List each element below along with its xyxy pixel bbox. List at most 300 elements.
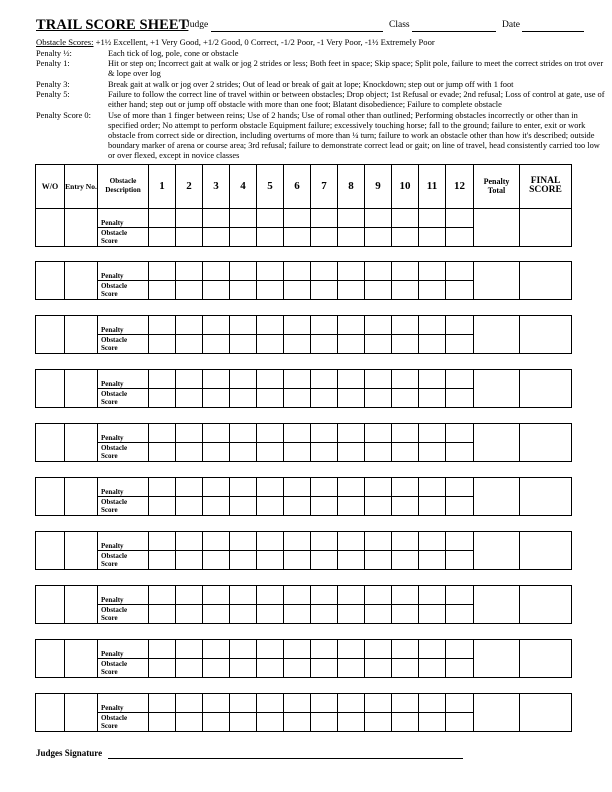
- penalty-cell[interactable]: [310, 369, 338, 389]
- penalty-cell[interactable]: [391, 531, 419, 551]
- date-field[interactable]: [522, 31, 584, 32]
- penalty-cell[interactable]: [391, 639, 419, 659]
- obstacle-score-cell[interactable]: [148, 550, 176, 570]
- penalty-cell[interactable]: [229, 477, 257, 497]
- obstacle-score-cell[interactable]: [229, 496, 257, 516]
- penalty-cell[interactable]: [229, 208, 257, 228]
- penalty-cell[interactable]: [148, 477, 176, 497]
- obstacle-score-cell[interactable]: [229, 550, 257, 570]
- obstacle-score-cell[interactable]: [175, 712, 203, 732]
- penalty-cell[interactable]: [364, 423, 392, 443]
- penalty-cell[interactable]: [283, 315, 311, 335]
- penalty-cell[interactable]: [445, 208, 474, 228]
- penalty-cell[interactable]: [310, 477, 338, 497]
- obstacle-score-cell[interactable]: [175, 658, 203, 678]
- penalty-cell[interactable]: [310, 639, 338, 659]
- wo-cell[interactable]: [35, 369, 65, 408]
- obstacle-score-cell[interactable]: [310, 658, 338, 678]
- obstacle-score-cell[interactable]: [418, 604, 446, 624]
- obstacle-score-cell[interactable]: [283, 334, 311, 354]
- obstacle-score-cell[interactable]: [391, 334, 419, 354]
- entry-group: [35, 585, 572, 624]
- obstacle-score-cell[interactable]: [283, 388, 311, 408]
- obstacle-score-cell[interactable]: [391, 604, 419, 624]
- obstacle-score-cell[interactable]: [310, 388, 338, 408]
- obstacle-score-cell[interactable]: [175, 227, 203, 247]
- penalty-cell[interactable]: [175, 423, 203, 443]
- obstacle-score-cell[interactable]: [148, 712, 176, 732]
- penalty-cell[interactable]: [148, 693, 176, 713]
- obstacle-score-cell[interactable]: [337, 280, 365, 300]
- entry-no-cell[interactable]: [64, 585, 98, 624]
- final-score-cell[interactable]: [519, 261, 572, 300]
- penalty-total-cell[interactable]: [473, 208, 520, 247]
- obstacle-score-cell[interactable]: [418, 388, 446, 408]
- entry-no-cell[interactable]: [64, 261, 98, 300]
- penalty-cell[interactable]: [256, 369, 284, 389]
- obstacle-score-cell[interactable]: [202, 658, 230, 678]
- penalty-cell[interactable]: [418, 261, 446, 281]
- penalty-label: Penalty: [101, 596, 124, 604]
- obstacle-score-cell[interactable]: [229, 442, 257, 462]
- penalty-cell[interactable]: [418, 639, 446, 659]
- penalty-cell[interactable]: [310, 261, 338, 281]
- penalty-cell[interactable]: [202, 315, 230, 335]
- penalty-cell[interactable]: [283, 369, 311, 389]
- penalty-cell[interactable]: [364, 261, 392, 281]
- header-obstacle-8: 8: [348, 179, 354, 192]
- penalty-cell[interactable]: [364, 693, 392, 713]
- obstacle-score-cell[interactable]: [391, 227, 419, 247]
- obstacle-score-cell[interactable]: [391, 496, 419, 516]
- obstacle-score-cell[interactable]: [337, 334, 365, 354]
- obstacle-score-cell[interactable]: [256, 658, 284, 678]
- penalty-text: Hit or step on; Incorrect gait at walk or jog 2 strides or less; Both feet in space; Skip space; Split pole, failure to meet the correct strides on trot over & lope over log: [108, 59, 604, 78]
- penalty-cell[interactable]: [418, 423, 446, 443]
- obstacle-score-cell[interactable]: [175, 388, 203, 408]
- penalty-cell[interactable]: [175, 693, 203, 713]
- obstacle-score-cell[interactable]: [364, 388, 392, 408]
- penalty-cell[interactable]: [202, 261, 230, 281]
- obstacle-score-cell[interactable]: [445, 658, 474, 678]
- penalty-cell[interactable]: [418, 369, 446, 389]
- penalty-cell[interactable]: [229, 261, 257, 281]
- obstacle-score-cell[interactable]: [256, 604, 284, 624]
- wo-cell[interactable]: [35, 315, 65, 354]
- obstacle-score-cell[interactable]: [310, 280, 338, 300]
- penalty-cell[interactable]: [445, 477, 474, 497]
- penalty-cell[interactable]: [445, 315, 474, 335]
- obstacle-score-cell[interactable]: [283, 550, 311, 570]
- penalty-cell[interactable]: [283, 477, 311, 497]
- penalty-total-cell[interactable]: [473, 315, 520, 354]
- final-score-cell[interactable]: [519, 531, 572, 570]
- wo-cell[interactable]: [35, 261, 65, 300]
- penalty-cell[interactable]: [202, 369, 230, 389]
- penalty-cell[interactable]: [229, 423, 257, 443]
- obstacle-score-cell[interactable]: [391, 550, 419, 570]
- penalty-cell[interactable]: [391, 477, 419, 497]
- penalty-cell[interactable]: [256, 315, 284, 335]
- obstacle-score-cell[interactable]: [202, 280, 230, 300]
- penalty-cell[interactable]: [229, 369, 257, 389]
- penalty-cell[interactable]: [364, 369, 392, 389]
- obstacle-score-cell[interactable]: [310, 334, 338, 354]
- penalty-cell[interactable]: [391, 423, 419, 443]
- penalty-cell[interactable]: [391, 693, 419, 713]
- penalty-cell[interactable]: [364, 531, 392, 551]
- obstacle-score-cell[interactable]: [418, 496, 446, 516]
- obstacle-score-cell[interactable]: [445, 604, 474, 624]
- penalty-cell[interactable]: [283, 423, 311, 443]
- penalty-cell[interactable]: [283, 585, 311, 605]
- penalty-cell[interactable]: [337, 585, 365, 605]
- penalty-cell[interactable]: [337, 261, 365, 281]
- obstacle-score-cell[interactable]: [148, 227, 176, 247]
- obstacle-score-cell[interactable]: [418, 550, 446, 570]
- obstacle-score-label: Obstacle Score: [101, 229, 128, 245]
- obstacle-score-cell[interactable]: [148, 388, 176, 408]
- obstacle-score-cell[interactable]: [337, 604, 365, 624]
- obstacle-score-cell[interactable]: [229, 280, 257, 300]
- penalty-cell[interactable]: [175, 639, 203, 659]
- obstacle-score-cell[interactable]: [256, 227, 284, 247]
- obstacle-score-cell[interactable]: [418, 442, 446, 462]
- obstacle-score-cell[interactable]: [202, 496, 230, 516]
- obstacle-score-cell[interactable]: [364, 442, 392, 462]
- penalty-cell[interactable]: [175, 315, 203, 335]
- penalty-total-cell[interactable]: [473, 423, 520, 462]
- obstacle-score-cell[interactable]: [202, 550, 230, 570]
- entry-no-cell[interactable]: [64, 423, 98, 462]
- obstacle-score-cell[interactable]: [337, 227, 365, 247]
- penalty-cell[interactable]: [175, 585, 203, 605]
- obstacle-score-cell[interactable]: [445, 712, 474, 732]
- penalty-cell[interactable]: [310, 208, 338, 228]
- penalty-cell[interactable]: [283, 261, 311, 281]
- penalty-cell[interactable]: [202, 423, 230, 443]
- penalty-cell[interactable]: [229, 585, 257, 605]
- penalty-cell[interactable]: [418, 585, 446, 605]
- obstacle-score-cell[interactable]: [148, 442, 176, 462]
- obstacle-score-cell[interactable]: [256, 442, 284, 462]
- penalty-cell[interactable]: [391, 261, 419, 281]
- penalty-cell[interactable]: [148, 315, 176, 335]
- penalty-total-cell[interactable]: [473, 369, 520, 408]
- penalty-cell[interactable]: [283, 639, 311, 659]
- obstacle-score-row-label: [97, 496, 149, 516]
- obstacle-score-cell[interactable]: [337, 496, 365, 516]
- obstacle-score-cell[interactable]: [364, 227, 392, 247]
- judge-field[interactable]: [211, 31, 383, 32]
- entry-no-cell[interactable]: [64, 208, 98, 247]
- penalty-label: Penalty: [101, 326, 124, 334]
- obstacle-score-cell[interactable]: [418, 658, 446, 678]
- obstacle-score-label: Obstacle Score: [101, 336, 128, 352]
- obstacle-score-cell[interactable]: [418, 712, 446, 732]
- obstacle-score-cell[interactable]: [202, 388, 230, 408]
- obstacle-score-cell[interactable]: [283, 280, 311, 300]
- obstacle-score-cell[interactable]: [256, 280, 284, 300]
- wo-cell[interactable]: [35, 531, 65, 570]
- wo-cell[interactable]: [35, 585, 65, 624]
- obstacle-score-cell[interactable]: [229, 388, 257, 408]
- obstacle-score-cell[interactable]: [175, 550, 203, 570]
- penalty-cell[interactable]: [391, 369, 419, 389]
- wo-cell[interactable]: [35, 477, 65, 516]
- penalty-cell[interactable]: [175, 531, 203, 551]
- obstacle-score-cell[interactable]: [445, 334, 474, 354]
- penalty-cell[interactable]: [175, 261, 203, 281]
- penalty-cell[interactable]: [337, 531, 365, 551]
- obstacle-score-cell[interactable]: [364, 334, 392, 354]
- penalty-cell[interactable]: [202, 585, 230, 605]
- penalty-total-cell[interactable]: [473, 693, 520, 732]
- obstacle-score-cell[interactable]: [364, 280, 392, 300]
- obstacle-score-cell[interactable]: [256, 712, 284, 732]
- penalty-cell[interactable]: [337, 423, 365, 443]
- obstacle-score-cell[interactable]: [418, 280, 446, 300]
- obstacle-score-cell[interactable]: [310, 496, 338, 516]
- obstacle-score-cell[interactable]: [229, 658, 257, 678]
- entry-group: [35, 531, 572, 570]
- obstacle-score-cell[interactable]: [391, 658, 419, 678]
- entry-group: [35, 477, 572, 516]
- obstacle-score-cell[interactable]: [256, 496, 284, 516]
- penalty-cell[interactable]: [391, 208, 419, 228]
- penalty-cell[interactable]: [175, 208, 203, 228]
- obstacle-score-cell[interactable]: [364, 604, 392, 624]
- penalty-cell[interactable]: [418, 477, 446, 497]
- obstacle-score-cell[interactable]: [283, 604, 311, 624]
- obstacle-score-cell[interactable]: [229, 712, 257, 732]
- penalty-label: Penalty: [101, 650, 124, 658]
- penalty-cell[interactable]: [148, 639, 176, 659]
- obstacle-score-cell[interactable]: [364, 496, 392, 516]
- penalty-cell[interactable]: [337, 315, 365, 335]
- penalty-cell[interactable]: [364, 639, 392, 659]
- obstacle-score-cell[interactable]: [202, 604, 230, 624]
- penalty-cell[interactable]: [256, 423, 284, 443]
- obstacle-score-cell[interactable]: [283, 658, 311, 678]
- penalty-label: Penalty 3:: [36, 80, 70, 89]
- obstacle-score-cell[interactable]: [445, 442, 474, 462]
- obstacle-score-cell[interactable]: [175, 280, 203, 300]
- final-score-cell[interactable]: [519, 639, 572, 678]
- obstacle-score-cell[interactable]: [310, 712, 338, 732]
- obstacle-score-cell[interactable]: [175, 496, 203, 516]
- obstacle-score-cell[interactable]: [202, 227, 230, 247]
- entry-no-cell[interactable]: [64, 639, 98, 678]
- class-field[interactable]: [412, 31, 496, 32]
- obstacle-score-cell[interactable]: [148, 496, 176, 516]
- entry-no-cell[interactable]: [64, 369, 98, 408]
- obstacle-score-cell[interactable]: [310, 442, 338, 462]
- penalty-cell[interactable]: [364, 477, 392, 497]
- obstacle-score-cell[interactable]: [445, 280, 474, 300]
- obstacle-score-cell[interactable]: [391, 442, 419, 462]
- obstacle-score-cell[interactable]: [148, 658, 176, 678]
- penalty-cell[interactable]: [418, 208, 446, 228]
- obstacle-score-cell[interactable]: [391, 712, 419, 732]
- penalty-cell[interactable]: [256, 261, 284, 281]
- obstacle-score-cell[interactable]: [175, 334, 203, 354]
- obstacle-score-cell[interactable]: [445, 550, 474, 570]
- obstacle-score-cell[interactable]: [337, 388, 365, 408]
- final-score-cell[interactable]: [519, 693, 572, 732]
- penalty-cell[interactable]: [310, 315, 338, 335]
- final-score-cell[interactable]: [519, 477, 572, 516]
- entry-no-cell[interactable]: [64, 477, 98, 516]
- penalty-cell[interactable]: [445, 531, 474, 551]
- penalty-cell[interactable]: [364, 585, 392, 605]
- penalty-cell[interactable]: [202, 693, 230, 713]
- penalty-cell[interactable]: [391, 315, 419, 335]
- obstacle-score-cell[interactable]: [337, 442, 365, 462]
- penalty-cell[interactable]: [256, 208, 284, 228]
- penalty-cell[interactable]: [445, 261, 474, 281]
- judges-signature-field[interactable]: [108, 758, 463, 759]
- wo-cell[interactable]: [35, 639, 65, 678]
- obstacle-score-cell[interactable]: [418, 227, 446, 247]
- obstacle-score-cell[interactable]: [283, 712, 311, 732]
- obstacle-score-cell[interactable]: [445, 496, 474, 516]
- penalty-cell[interactable]: [391, 585, 419, 605]
- penalty-cell[interactable]: [175, 477, 203, 497]
- penalty-cell[interactable]: [337, 369, 365, 389]
- penalty-cell[interactable]: [256, 639, 284, 659]
- penalty-cell[interactable]: [148, 369, 176, 389]
- wo-cell[interactable]: [35, 423, 65, 462]
- obstacle-score-cell[interactable]: [202, 334, 230, 354]
- penalty-cell[interactable]: [283, 208, 311, 228]
- final-score-cell[interactable]: [519, 585, 572, 624]
- obstacle-score-cell[interactable]: [256, 334, 284, 354]
- obstacle-score-cell[interactable]: [364, 550, 392, 570]
- penalty-cell[interactable]: [337, 693, 365, 713]
- obstacle-score-cell[interactable]: [229, 334, 257, 354]
- penalty-cell[interactable]: [310, 693, 338, 713]
- penalty-cell[interactable]: [364, 208, 392, 228]
- penalty-total-cell[interactable]: [473, 531, 520, 570]
- obstacle-score-cell[interactable]: [310, 604, 338, 624]
- wo-cell[interactable]: [35, 208, 65, 247]
- obstacle-score-cell[interactable]: [391, 388, 419, 408]
- obstacle-score-cell[interactable]: [337, 658, 365, 678]
- wo-cell[interactable]: [35, 693, 65, 732]
- penalty-cell[interactable]: [229, 639, 257, 659]
- obstacle-score-cell[interactable]: [202, 712, 230, 732]
- entry-no-cell[interactable]: [64, 693, 98, 732]
- final-score-cell[interactable]: [519, 369, 572, 408]
- penalty-cell[interactable]: [256, 531, 284, 551]
- penalty-cell[interactable]: [337, 208, 365, 228]
- obstacle-score-cell[interactable]: [229, 604, 257, 624]
- penalty-cell[interactable]: [229, 315, 257, 335]
- obstacle-score-cell[interactable]: [283, 442, 311, 462]
- penalty-cell[interactable]: [148, 531, 176, 551]
- penalty-cell[interactable]: [202, 639, 230, 659]
- penalty-row-label: [97, 585, 149, 605]
- penalty-cell[interactable]: [202, 531, 230, 551]
- obstacle-score-cell[interactable]: [283, 227, 311, 247]
- obstacle-score-row-label: [97, 604, 149, 624]
- obstacle-score-cell[interactable]: [310, 550, 338, 570]
- obstacle-scores-label: Obstacle Scores:: [36, 37, 94, 47]
- obstacle-score-cell[interactable]: [175, 604, 203, 624]
- obstacle-score-cell[interactable]: [148, 604, 176, 624]
- obstacle-score-cell[interactable]: [202, 442, 230, 462]
- obstacle-score-cell[interactable]: [229, 227, 257, 247]
- obstacle-score-cell[interactable]: [337, 550, 365, 570]
- obstacle-score-cell[interactable]: [445, 227, 474, 247]
- obstacle-score-cell[interactable]: [175, 442, 203, 462]
- penalty-cell[interactable]: [283, 693, 311, 713]
- obstacle-score-cell[interactable]: [256, 388, 284, 408]
- obstacle-score-cell[interactable]: [364, 712, 392, 732]
- penalty-cell[interactable]: [337, 639, 365, 659]
- entry-no-cell[interactable]: [64, 531, 98, 570]
- penalty-total-cell[interactable]: [473, 639, 520, 678]
- obstacle-score-cell[interactable]: [364, 658, 392, 678]
- penalty-total-cell[interactable]: [473, 261, 520, 300]
- obstacle-score-cell[interactable]: [256, 550, 284, 570]
- penalty-cell[interactable]: [418, 531, 446, 551]
- penalty-row-label: [97, 639, 149, 659]
- obstacle-score-cell[interactable]: [283, 496, 311, 516]
- penalty-cell[interactable]: [445, 423, 474, 443]
- final-score-cell[interactable]: [519, 423, 572, 462]
- penalty-cell[interactable]: [256, 477, 284, 497]
- final-score-cell[interactable]: [519, 208, 572, 247]
- penalty-cell[interactable]: [148, 423, 176, 443]
- obstacle-score-cell[interactable]: [148, 334, 176, 354]
- penalty-cell[interactable]: [256, 693, 284, 713]
- obstacle-score-cell[interactable]: [310, 227, 338, 247]
- penalty-total-cell[interactable]: [473, 477, 520, 516]
- penalty-cell[interactable]: [229, 531, 257, 551]
- penalty-cell[interactable]: [418, 315, 446, 335]
- entry-no-cell[interactable]: [64, 315, 98, 354]
- penalty-cell[interactable]: [148, 585, 176, 605]
- penalty-cell[interactable]: [148, 261, 176, 281]
- penalty-cell[interactable]: [445, 639, 474, 659]
- penalty-cell[interactable]: [418, 693, 446, 713]
- penalty-cell[interactable]: [310, 585, 338, 605]
- obstacle-score-cell[interactable]: [445, 388, 474, 408]
- obstacle-score-cell[interactable]: [391, 280, 419, 300]
- penalty-cell[interactable]: [364, 315, 392, 335]
- penalty-cell[interactable]: [445, 693, 474, 713]
- penalty-cell[interactable]: [175, 369, 203, 389]
- obstacle-score-cell[interactable]: [418, 334, 446, 354]
- penalty-cell[interactable]: [445, 585, 474, 605]
- final-score-cell[interactable]: [519, 315, 572, 354]
- penalty-cell[interactable]: [337, 477, 365, 497]
- obstacle-score-cell[interactable]: [337, 712, 365, 732]
- obstacle-score-cell[interactable]: [148, 280, 176, 300]
- penalty-cell[interactable]: [283, 531, 311, 551]
- penalty-cell[interactable]: [229, 693, 257, 713]
- penalty-cell[interactable]: [445, 369, 474, 389]
- penalty-total-cell[interactable]: [473, 585, 520, 624]
- penalty-cell[interactable]: [202, 208, 230, 228]
- penalty-cell[interactable]: [310, 531, 338, 551]
- penalty-cell[interactable]: [310, 423, 338, 443]
- penalty-cell[interactable]: [202, 477, 230, 497]
- penalty-cell[interactable]: [256, 585, 284, 605]
- penalty-cell[interactable]: [148, 208, 176, 228]
